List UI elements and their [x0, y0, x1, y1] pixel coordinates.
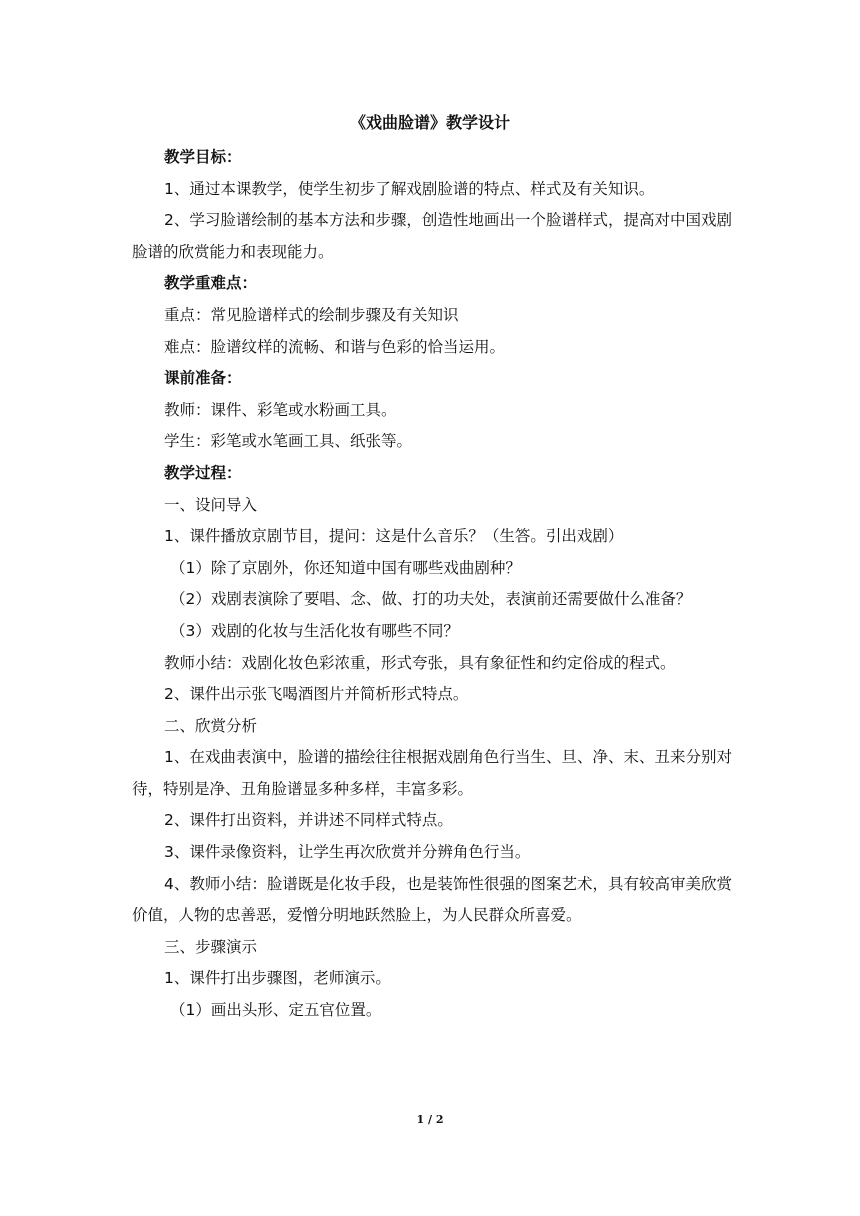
document-body: [132, 142, 732, 1027]
prep-student: 学生：彩笔或水笔画工具、纸张等。: [164, 432, 413, 451]
section-1-question-1: （1）除了京剧外，你还知道中国有哪些戏曲剧种？: [170, 558, 521, 577]
preparation-heading: 课前准备：: [164, 369, 242, 388]
section-1-summary: 教师小结：戏剧化妆色彩浓重，形式夸张，具有象征性和约定俗成的程式。: [164, 653, 676, 672]
section-2-item-2: 2、课件打出资料，并讲述不同样式特点。: [164, 811, 453, 830]
prep-teacher: 教师：课件、彩笔或水粉画工具。: [164, 400, 397, 419]
section-2-item-3: 3、课件录像资料，让学生再次欣赏并分辨角色行当。: [164, 843, 531, 862]
section-1-heading: 一、设问导入: [164, 495, 258, 514]
section-3-step-1: （1）画出头形、定五官位置。: [170, 1001, 382, 1020]
key-points-heading: 教学重难点：: [164, 274, 258, 293]
objective-1: 1、通过本课教学，使学生初步了解戏剧脸谱的特点、样式及有关知识。: [164, 179, 655, 198]
objective-2: 2、学习脸谱绘制的基本方法和步骤，创造性地画出一个脸谱样式，提高对中国戏剧脸谱的欣赏能力和表现能力。: [132, 211, 732, 261]
section-1-question-2: （2）戏剧表演除了要唱、念、做、打的功夫处，表演前还需要做什么准备？: [170, 590, 692, 609]
section-1-item-1: 1、课件播放京剧节目，提问：这是什么音乐？（生答。引出戏剧）: [164, 527, 624, 546]
objectives-heading: 教学目标：: [164, 148, 242, 166]
section-1-item-2: 2、课件出示张飞喝酒图片并简析形式特点。: [164, 685, 469, 704]
section-2-item-4: 4、教师小结：脸谱既是化妆手段，也是装饰性很强的图案艺术，具有较高审美欣赏价值，人物的忠善恶，爱憎分明地跃然脸上，为人民群众所喜爱。: [132, 874, 732, 925]
difficulty: 难点：脸谱纹样的流畅、和谐与色彩的恰当运用。: [164, 337, 506, 356]
section-2-item-1: 1、在戏曲表演中，脸谱的描绘往往根据戏剧角色行当生、旦、净、末、丑来分别对待，特别是净、丑角脸谱显多种多样，丰富多彩。: [132, 748, 732, 798]
key-point: 重点：常见脸谱样式的绘制步骤及有关知识: [164, 305, 459, 324]
section-2-heading: 二、欣赏分析: [164, 716, 258, 735]
process-heading: 教学过程：: [164, 463, 242, 482]
page-number: 1 / 2: [416, 1113, 444, 1126]
section-3-item-1: 1、课件打出步骤图，老师演示。: [164, 969, 391, 988]
section-1-question-3: （3）戏剧的化妆与生活化妆有哪些不同？: [170, 621, 459, 640]
document-title: 《戏曲脸谱》教学设计: [349, 113, 510, 132]
section-3-heading: 三、步骤演示: [164, 937, 258, 956]
